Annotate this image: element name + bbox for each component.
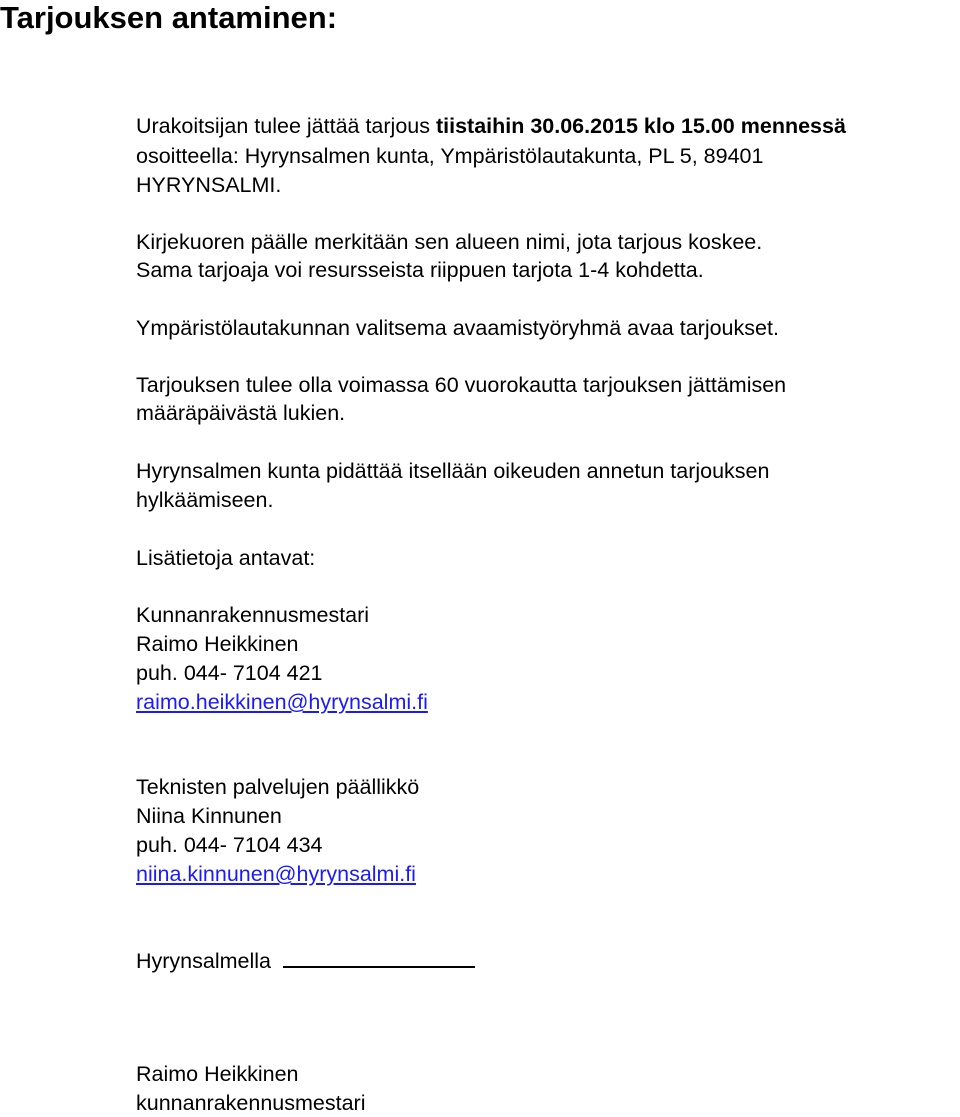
signature-name: Raimo Heikkinen [136,1062,299,1086]
contact-2-phone: puh. 044- 7104 434 [136,833,323,857]
validity-line-2: määräpäivästä lukien. [136,401,346,425]
page-heading: Tarjouksen antaminen: [0,0,338,35]
envelope-line-1: Kirjekuoren päälle merkitään sen alueen nimi, jota tarjous koskee. [136,230,763,254]
date-signature-underline [283,946,475,968]
opening-paragraph: Ympäristölautakunnan valitsema avaamistyöryhmä avaa tarjoukset. [136,316,779,340]
offer-line-1-prefix: Urakoitsijan tulee jättää tarjous [136,114,436,138]
signature-title: kunnanrakennusmestari [136,1091,366,1115]
contact-1-email-link[interactable]: raimo.heikkinen@hyrynsalmi.fi [136,690,428,714]
place-date-line [136,946,475,975]
rejection-line-1: Hyrynsalmen kunta pidättää itsellään oikeuden annetun tarjouksen [136,459,770,483]
contact-1-name: Raimo Heikkinen [136,632,299,656]
contact-1-title: Kunnanrakennusmestari [136,603,370,627]
contact-2-email-link[interactable]: niina.kinnunen@hyrynsalmi.fi [136,862,416,886]
more-info-label: Lisätietoja antavat: [136,546,316,570]
place-label: Hyrynsalmella [136,949,272,973]
rejection-line-2: hylkäämiseen. [136,488,274,512]
offer-deadline: tiistaihin 30.06.2015 klo 15.00 [435,114,735,138]
contact-2-email-line [136,861,416,888]
envelope-line-2: Sama tarjoaja voi resursseista riippuen tarjota 1-4 kohdetta. [136,258,704,282]
offer-line-1-suffix: mennessä [734,114,846,138]
contact-2-name: Niina Kinnunen [136,804,282,828]
contact-1-email-line [136,689,428,716]
contact-1-phone: puh. 044- 7104 421 [136,661,323,685]
offer-line-1 [136,113,846,140]
offer-line-2: osoitteella: Hyrynsalmen kunta, Ympäristölautakunta, PL 5, 89401 [136,144,764,168]
contact-2-title: Teknisten palvelujen päällikkö [136,775,420,799]
validity-line-1: Tarjouksen tulee olla voimassa 60 vuorokautta tarjouksen jättämisen [136,373,787,397]
offer-line-3: HYRYNSALMI. [136,173,282,197]
